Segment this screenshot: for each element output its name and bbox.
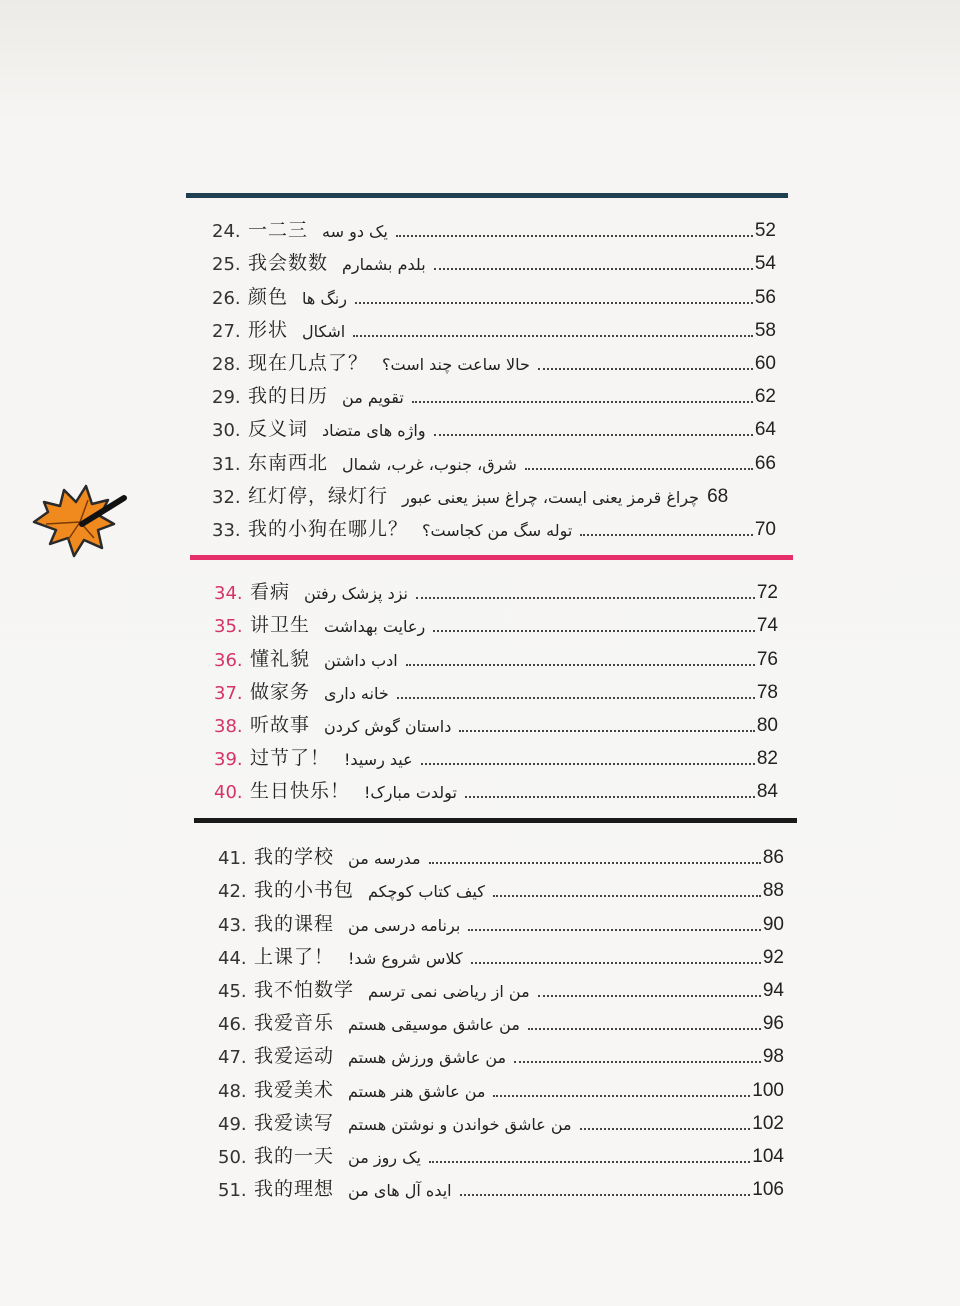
entry-title-persian: ادب داشتن	[324, 650, 398, 670]
toc-row[interactable]	[214, 639, 778, 672]
rule-top	[186, 193, 788, 198]
toc-row[interactable]	[214, 606, 778, 639]
entry-title-chinese: 东南西北	[248, 451, 329, 474]
entry-page-number: 74	[756, 615, 778, 637]
entry-page-number: 104	[752, 1145, 784, 1167]
toc-row[interactable]	[214, 739, 778, 772]
toc-row[interactable]	[212, 443, 776, 476]
toc-section-2	[214, 573, 778, 805]
entry-number: 43.	[218, 914, 247, 936]
entry-page-number: 82	[756, 748, 778, 770]
entry-title-persian: رعایت بهداشت	[324, 617, 426, 637]
toc-row[interactable]	[214, 573, 778, 606]
maple-leaf-icon	[28, 478, 128, 560]
entry-title-persian: عید رسید!	[344, 750, 413, 770]
entry-number: 39.	[214, 749, 243, 771]
entry-number: 46.	[218, 1014, 247, 1036]
entry-title-chinese: 上课了！	[254, 945, 335, 968]
dot-leader	[429, 862, 761, 864]
toc-row[interactable]	[214, 673, 778, 706]
entry-number: 36.	[214, 649, 243, 671]
entry-title-chinese: 我爱音乐	[254, 1012, 335, 1035]
dot-leader	[353, 335, 753, 337]
entry-page-number: 96	[762, 1013, 784, 1035]
dot-leader	[525, 468, 753, 470]
entry-title-chinese: 现在几点了？	[248, 351, 369, 374]
entry-page-number: 56	[754, 286, 776, 308]
entry-title-persian: یک دو سه	[322, 222, 388, 242]
entry-number: 47.	[218, 1047, 247, 1069]
dot-leader	[471, 962, 761, 964]
entry-number: 37.	[214, 682, 243, 704]
entry-number: 49.	[218, 1113, 247, 1135]
entry-number: 25.	[212, 254, 241, 276]
entry-title-chinese: 我的学校	[254, 846, 335, 869]
entry-title-chinese: 反义词	[248, 418, 309, 441]
toc-row[interactable]	[218, 1004, 784, 1037]
entry-page-number: 52	[754, 220, 776, 242]
entry-page-number: 78	[756, 681, 778, 703]
dot-leader	[538, 368, 753, 370]
dot-leader	[434, 434, 753, 436]
entry-title-chinese: 形状	[248, 318, 289, 341]
entry-number: 40.	[214, 782, 243, 804]
toc-row[interactable]	[212, 311, 776, 344]
toc-section-1	[212, 211, 776, 543]
dot-leader	[493, 895, 761, 897]
entry-title-persian: من عاشق هنر هستم	[348, 1081, 486, 1101]
entry-number: 28.	[212, 353, 241, 375]
entry-number: 41.	[218, 848, 247, 870]
dot-leader	[465, 796, 755, 798]
entry-title-chinese: 我的课程	[254, 912, 335, 935]
entry-title-persian: تقویم من	[342, 388, 404, 408]
rule-middle	[190, 555, 793, 560]
toc-row[interactable]	[212, 211, 776, 244]
entry-title-chinese: 我的日历	[248, 385, 329, 408]
entry-title-chinese: 生日快乐！	[250, 780, 351, 803]
entry-number: 32.	[212, 486, 241, 508]
entry-title-persian: واژه های متضاد	[322, 421, 426, 441]
entry-page-number: 98	[762, 1046, 784, 1068]
entry-page-number: 68	[707, 485, 729, 507]
entry-page-number: 58	[754, 319, 776, 341]
entry-number: 34.	[214, 583, 243, 605]
entry-number: 35.	[214, 616, 243, 638]
entry-number: 29.	[212, 387, 241, 409]
dot-leader	[433, 630, 755, 632]
entry-number: 33.	[212, 519, 241, 541]
entry-page-number: 64	[754, 419, 776, 441]
entry-page-number: 90	[762, 913, 784, 935]
toc-row[interactable]	[218, 971, 784, 1004]
dot-leader	[538, 995, 761, 997]
toc-row[interactable]	[212, 477, 776, 510]
toc-row[interactable]	[218, 904, 784, 937]
entry-page-number: 106	[752, 1179, 784, 1201]
entry-page-number: 70	[754, 518, 776, 540]
toc-row[interactable]	[218, 1104, 784, 1137]
dot-leader	[459, 730, 755, 732]
toc-row[interactable]	[214, 706, 778, 739]
toc-section-3	[218, 838, 784, 1203]
entry-title-chinese: 我爱美术	[254, 1078, 335, 1101]
entry-number: 45.	[218, 980, 247, 1002]
entry-title-persian: تولدت مبارک!	[364, 783, 457, 803]
entry-title-chinese: 颜色	[248, 285, 289, 308]
dot-leader	[416, 597, 755, 599]
entry-number: 27.	[212, 320, 241, 342]
toc-row[interactable]	[218, 838, 784, 871]
dot-leader	[493, 1095, 750, 1097]
dot-leader	[528, 1028, 761, 1030]
entry-title-persian: بلدم بشمارم	[342, 255, 426, 275]
dot-leader	[355, 302, 753, 304]
entry-number: 51.	[218, 1180, 247, 1202]
entry-title-persian: چراغ قرمز یعنی ایست، چراغ سبز یعنی عبور	[402, 487, 700, 507]
entry-title-persian: اشکال	[302, 321, 346, 341]
entry-page-number: 76	[756, 648, 778, 670]
entry-title-chinese: 讲卫生	[250, 614, 311, 637]
entry-page-number: 66	[754, 452, 776, 474]
entry-title-persian: من از ریاضی نمی ترسم	[368, 981, 530, 1001]
entry-title-persian: داستان گوش کردن	[324, 716, 452, 736]
entry-title-chinese: 懂礼貌	[250, 647, 311, 670]
entry-page-number: 94	[762, 979, 784, 1001]
entry-title-chinese: 过节了！	[250, 747, 331, 770]
entry-title-chinese: 我爱运动	[254, 1045, 335, 1068]
entry-number: 30.	[212, 420, 241, 442]
dot-leader	[429, 1161, 750, 1163]
entry-page-number: 72	[756, 582, 778, 604]
toc-row[interactable]	[218, 1037, 784, 1070]
entry-page-number: 102	[752, 1112, 784, 1134]
entry-page-number: 88	[762, 880, 784, 902]
entry-number: 26.	[212, 287, 241, 309]
entry-title-chinese: 我的理想	[254, 1178, 335, 1201]
entry-number: 48.	[218, 1080, 247, 1102]
entry-title-chinese: 红灯停，绿灯行	[248, 484, 389, 507]
dot-leader	[396, 235, 753, 237]
entry-page-number: 80	[756, 714, 778, 736]
toc-row[interactable]	[212, 244, 776, 277]
entry-title-persian: برنامه درسی من	[348, 915, 461, 935]
entry-title-chinese: 听故事	[250, 713, 311, 736]
entry-title-persian: مدرسه من	[348, 849, 421, 869]
entry-title-persian: من عاشق خواندن و نوشتن هستم	[348, 1114, 572, 1134]
dot-leader	[397, 697, 755, 699]
entry-title-persian: کیف کتاب کوچکم	[368, 882, 485, 902]
toc-row[interactable]	[214, 772, 778, 805]
entry-title-persian: کلاس شروع شد!	[348, 948, 463, 968]
toc-row[interactable]	[218, 1170, 784, 1203]
entry-title-persian: حالا ساعت چند است؟	[382, 354, 530, 374]
toc-row[interactable]	[212, 344, 776, 377]
entry-title-persian: ایده آل های من	[348, 1181, 452, 1201]
entry-number: 50.	[218, 1146, 247, 1168]
toc-row[interactable]	[212, 510, 776, 543]
dot-leader	[514, 1061, 761, 1063]
entry-page-number: 62	[754, 386, 776, 408]
entry-title-persian: یک روز من	[348, 1147, 421, 1167]
dot-leader	[580, 534, 753, 536]
entry-page-number: 60	[754, 352, 776, 374]
entry-title-persian: خانه داری	[324, 683, 389, 703]
entry-page-number: 54	[754, 253, 776, 275]
entry-number: 24.	[212, 221, 241, 243]
rule-bottom	[194, 818, 797, 823]
dot-leader	[421, 763, 755, 765]
entry-title-chinese: 我爱读写	[254, 1111, 335, 1134]
entry-page-number: 100	[752, 1079, 784, 1101]
entry-title-chinese: 看病	[250, 581, 291, 604]
entry-title-persian: شرق، جنوب، غرب، شمال	[342, 454, 517, 474]
dot-leader	[434, 268, 753, 270]
entry-title-persian: من عاشق موسیقی هستم	[348, 1015, 520, 1035]
entry-title-chinese: 一二三	[248, 219, 309, 242]
entry-title-chinese: 我会数数	[248, 252, 329, 275]
toc-row[interactable]	[218, 871, 784, 904]
entry-number: 44.	[218, 947, 247, 969]
dot-leader	[580, 1128, 751, 1130]
entry-title-persian: توله سگ من کجاست؟	[422, 520, 573, 540]
toc-row[interactable]	[218, 1137, 784, 1170]
entry-title-chinese: 我的小狗在哪儿？	[248, 517, 409, 540]
entry-page-number: 92	[762, 946, 784, 968]
toc-row[interactable]	[212, 277, 776, 310]
toc-row[interactable]	[218, 938, 784, 971]
toc-row[interactable]	[212, 377, 776, 410]
toc-row[interactable]	[212, 410, 776, 443]
entry-number: 31.	[212, 453, 241, 475]
entry-title-chinese: 做家务	[250, 680, 311, 703]
toc-row[interactable]	[218, 1070, 784, 1103]
entry-title-persian: نزد پزشک رفتن	[304, 584, 408, 604]
dot-leader	[406, 664, 755, 666]
entry-title-persian: رنگ ها	[302, 288, 347, 308]
entry-number: 38.	[214, 715, 243, 737]
entry-title-chinese: 我的一天	[254, 1144, 335, 1167]
entry-number: 42.	[218, 881, 247, 903]
entry-title-chinese: 我的小书包	[254, 879, 355, 902]
entry-page-number: 86	[762, 847, 784, 869]
entry-page-number: 84	[756, 781, 778, 803]
entry-title-persian: من عاشق ورزش هستم	[348, 1048, 507, 1068]
dot-leader	[468, 929, 761, 931]
dot-leader	[460, 1194, 751, 1196]
entry-title-chinese: 我不怕数学	[254, 978, 355, 1001]
dot-leader	[412, 401, 753, 403]
